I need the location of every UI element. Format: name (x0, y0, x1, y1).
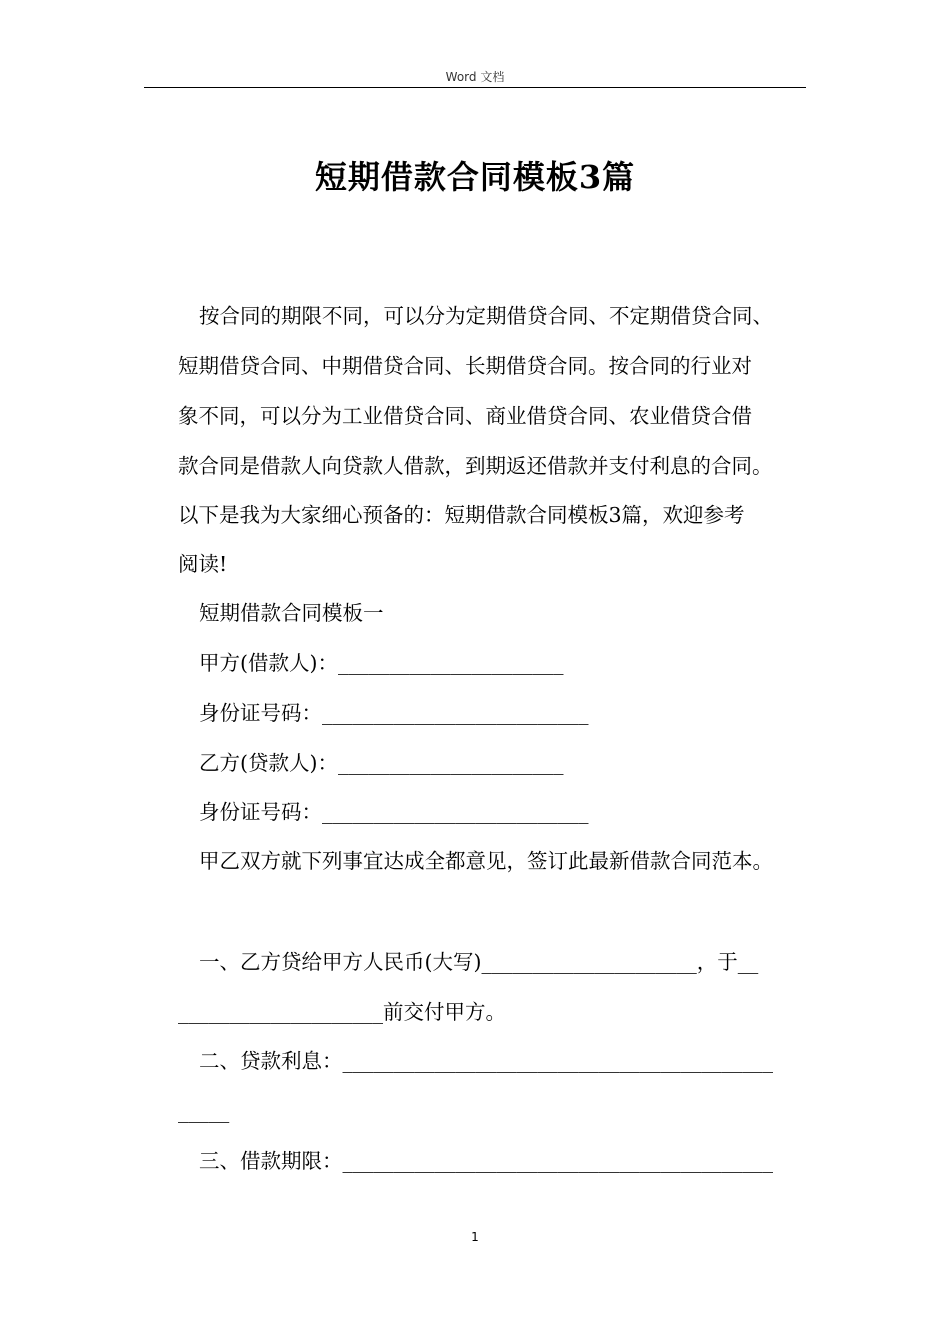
page-number: 1 (471, 1230, 479, 1244)
clause-loan-amount-cont: ____________________前交付甲方。 (178, 1000, 506, 1024)
clause-interest: 二、贷款利息：__________________________________________ (199, 1049, 773, 1073)
party-a-id-field: 身份证号码：__________________________ (199, 701, 589, 725)
party-b-id-field: 身份证号码：__________________________ (199, 800, 589, 824)
clause-interest-cont: _____ (178, 1099, 230, 1123)
paragraph-line: 短期借贷合同、中期借贷合同、长期借贷合同。按合同的行业对 (178, 354, 752, 378)
paragraph-line: 按合同的期限不同，可以分为定期借贷合同、不定期借贷合同、 (199, 304, 773, 328)
clause-term: 三、借款期限：__________________________________________ (199, 1149, 773, 1173)
party-b-field: 乙方(贷款人)：______________________ (199, 751, 564, 775)
agreement-statement: 甲乙双方就下列事宜达成全都意见，签订此最新借款合同范本。 (199, 849, 773, 873)
paragraph-line: 款合同是借款人向贷款人借款，到期返还借款并支付利息的合同。 (178, 454, 773, 478)
paragraph-line: 阅读! (178, 552, 228, 576)
section-heading: 短期借款合同模板一 (199, 601, 384, 625)
page-header: Word 文档 (445, 70, 505, 84)
document-title: 短期借款合同模板3篇 (314, 158, 636, 196)
paragraph-line: 象不同，可以分为工业借贷合同、商业借贷合同、农业借贷合借 (178, 404, 752, 428)
paragraph-line: 以下是我为大家细心预备的：短期借款合同模板3篇，欢迎参考 (178, 503, 745, 527)
header-rule (144, 87, 806, 88)
party-a-field: 甲方(借款人)：______________________ (199, 651, 564, 675)
clause-loan-amount: 一、乙方贷给甲方人民币(大写)_____________________，于__ (199, 950, 759, 974)
